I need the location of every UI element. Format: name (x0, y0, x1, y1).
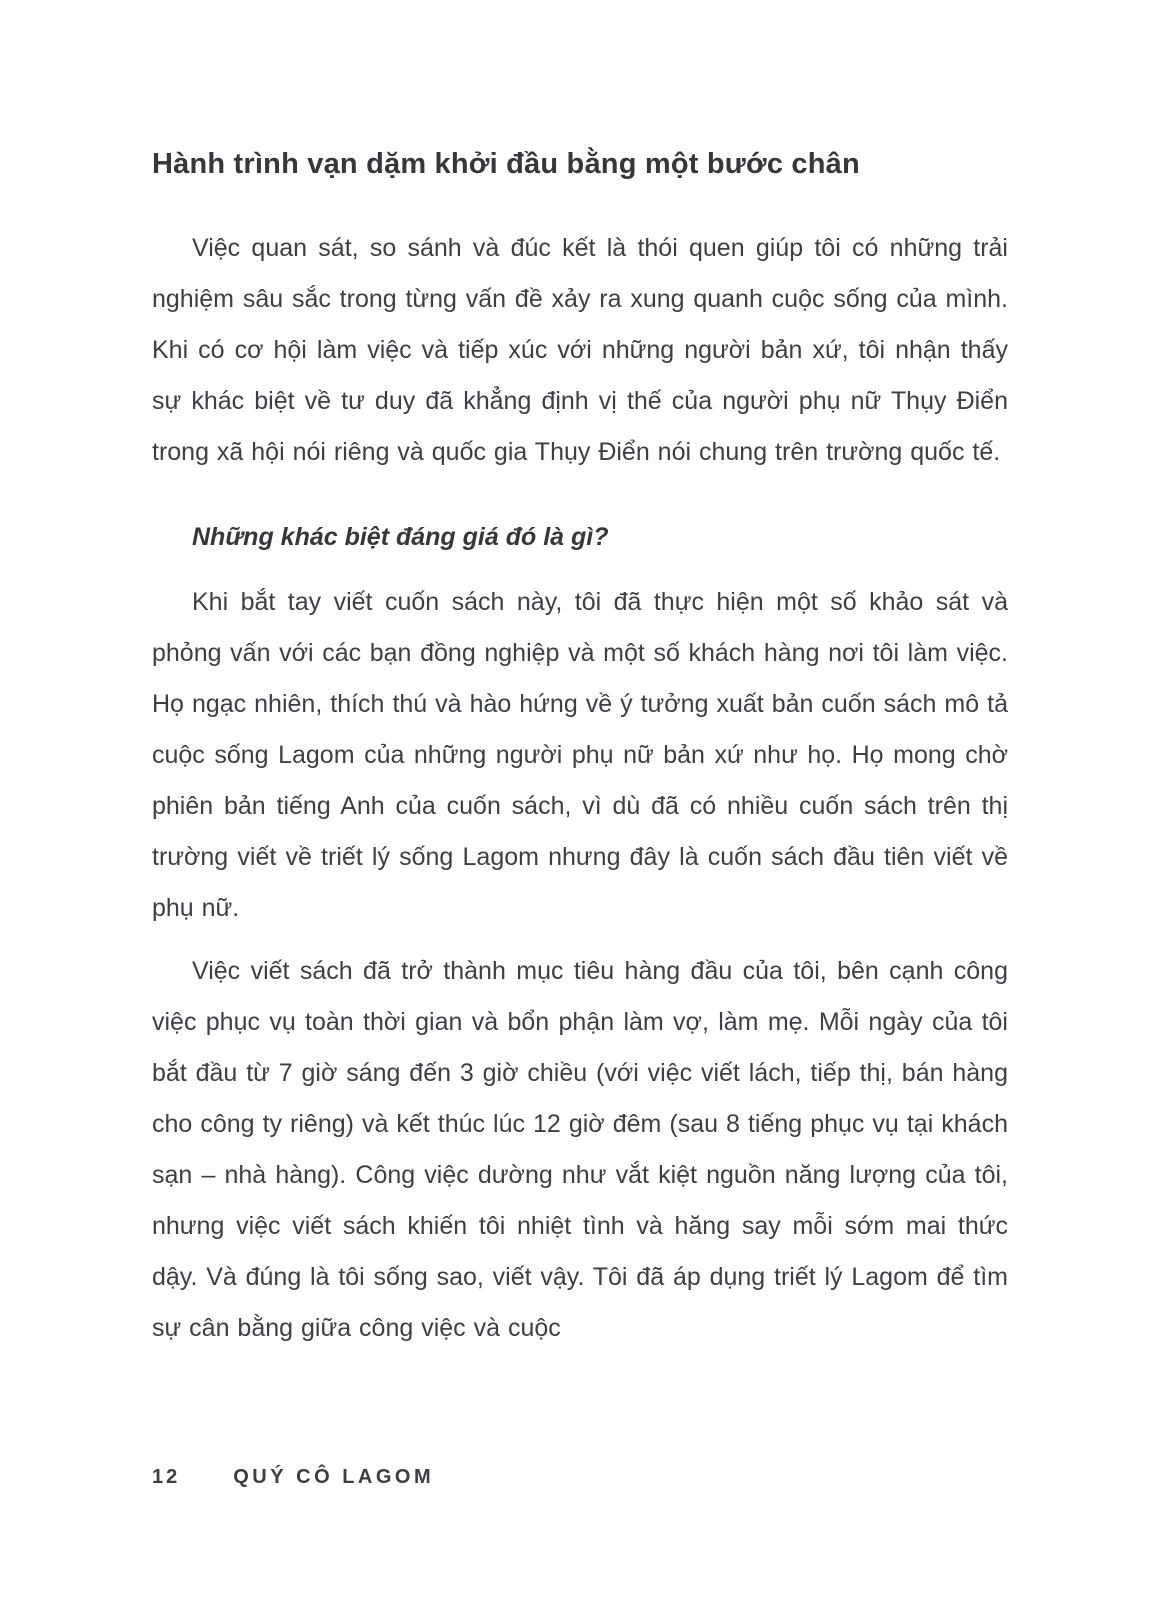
chapter-heading: Hành trình vạn dặm khởi đầu bằng một bước chân (152, 148, 860, 180)
page-footer (152, 1466, 434, 1489)
running-title: QUÝ CÔ LAGOM (233, 1466, 435, 1488)
paragraph-2: Khi bắt tay viết cuốn sách này, tôi đã thực hiện một số khảo sát và phỏng vấn với các bạn đồng nghiệp và một số khách hàng nơi tôi làm việc. Họ ngạc nhiên, thích thú và hào hứng về ý tưởng xuất bản cuốn sách mô tả cuộc sống Lagom của những người phụ nữ bản xứ như họ. Họ mong chờ phiên bản tiếng Anh của cuốn sách, vì dù đã có nhiều cuốn sách trên thị trường viết về triết lý sống Lagom nhưng đây là cuốn sách đầu tiên viết về phụ nữ. (152, 588, 1008, 922)
page-content (152, 0, 1008, 1366)
paragraph-1: Việc quan sát, so sánh và đúc kết là thói quen giúp tôi có những trải nghiệm sâu sắc trong từng vấn đề xảy ra xung quanh cuộc sống của mình. Khi có cơ hội làm việc và tiếp xúc với những người bản xứ, tôi nhận thấy sự khác biệt về tư duy đã khẳng định vị thế của người phụ nữ Thụy Điển trong xã hội nói riêng và quốc gia Thụy Điển nói chung trên trường quốc tế. (152, 234, 1008, 466)
paragraph-3: Việc viết sách đã trở thành mục tiêu hàng đầu của tôi, bên cạnh công việc phục vụ toàn thời gian và bổn phận làm vợ, làm mẹ. Mỗi ngày của tôi bắt đầu từ 7 giờ sáng đến 3 giờ chiều (với việc viết lách, tiếp thị, bán hàng cho công ty riêng) và kết thúc lúc 12 giờ đêm (sau 8 tiếng phục vụ tại khách sạn – nhà hàng). Công việc dường như vắt kiệt nguồn năng lượng của tôi, nhưng việc viết sách khiến tôi nhiệt tình và hăng say mỗi sớm mai thức dậy. Và đúng là tôi sống sao, viết vậy. Tôi đã áp dụng triết lý Lagom để tìm sự cân bằng giữa công việc và cuộc (152, 957, 1008, 1342)
page-number: 12 (152, 1466, 181, 1488)
section-subheading: Những khác biệt đáng giá đó là gì? (192, 523, 609, 551)
